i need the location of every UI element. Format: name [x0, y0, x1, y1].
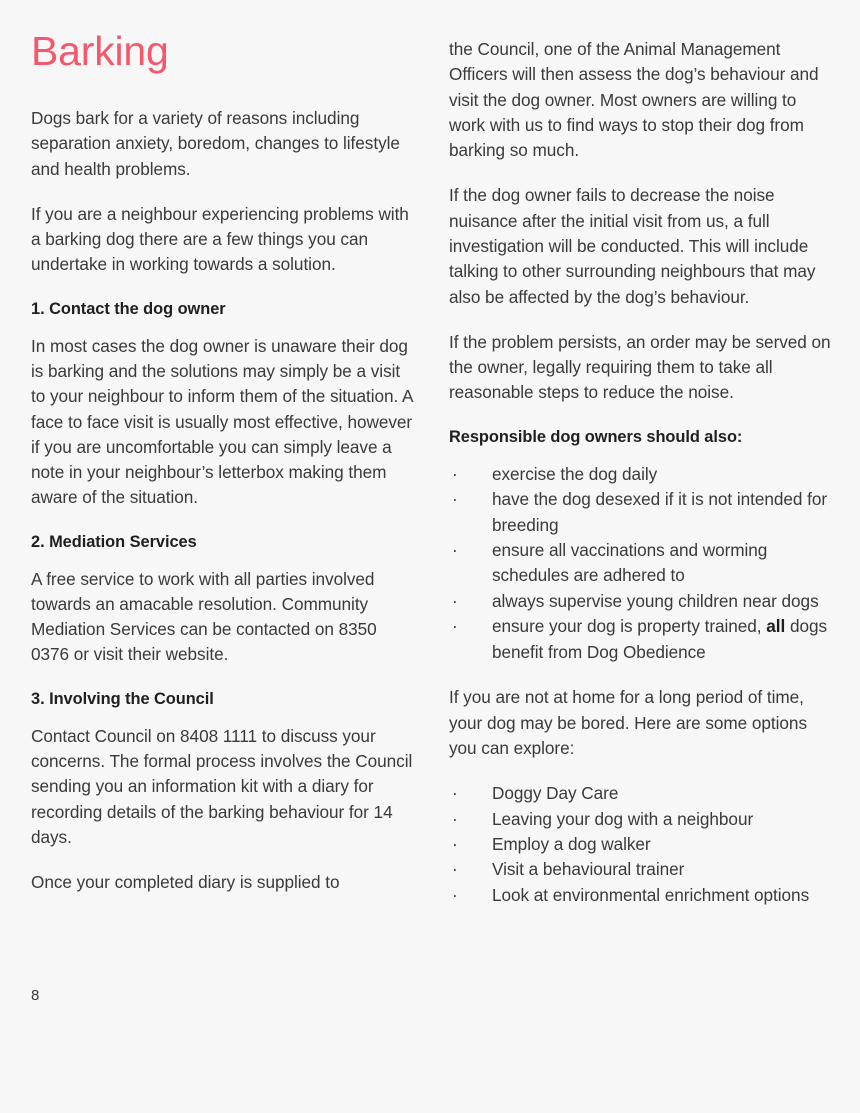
- bullet-icon: ·: [452, 616, 458, 637]
- section-heading-involving-council: 3. Involving the Council: [31, 689, 214, 708]
- list-item-label: have the dog desexed if it is not intended for breeding: [492, 489, 827, 535]
- list-item-label-part-1: ensure your dog is property trained,: [492, 616, 767, 637]
- responsible-owners-list: [449, 462, 833, 666]
- list-item-label: Employ a dog walker: [492, 834, 651, 854]
- list-item: [449, 883, 833, 908]
- list-item: [449, 487, 833, 538]
- bullet-icon: ·: [452, 463, 458, 484]
- list-item: [449, 589, 833, 614]
- bullet-icon: ·: [452, 590, 458, 611]
- list-item: [449, 614, 833, 665]
- list-item-label: Leaving your dog with a neighbour: [492, 808, 754, 829]
- list-item-label-part-2: dogs benefit from Dog Obedience: [492, 616, 828, 662]
- section-heading-responsible-owners: Responsible dog owners should also:: [449, 427, 743, 446]
- list-item: [449, 807, 833, 832]
- right-paragraph-bored-options: If you are not at home for a long period of time, your dog may be bored. Here are some options you can explore:: [449, 687, 807, 758]
- list-item-label: Doggy Day Care: [492, 783, 619, 804]
- list-item-label: Visit a behavioural trainer: [492, 859, 685, 880]
- section-paragraph-involving-council: Contact Council on 8408 1111 to discuss your concerns. The formal process involves the Council sending you an information kit with a diary for recording details of the barking behaviour for 14 days.: [31, 725, 413, 847]
- section-paragraph-diary-continuation: Once your completed diary is supplied to: [31, 872, 340, 893]
- list-item: [449, 538, 833, 589]
- section-heading-mediation-services: 2. Mediation Services: [31, 532, 197, 551]
- right-paragraph-order: If the problem persists, an order may be served on the owner, legally requiring them to take all reasonable steps to reduce the noise.: [449, 331, 831, 403]
- list-item-label: exercise the dog daily: [492, 463, 658, 484]
- page-title: Barking: [31, 28, 169, 74]
- list-item: [449, 462, 833, 487]
- bullet-icon: ·: [452, 808, 458, 829]
- list-item-label: Look at environmental enrichment options: [492, 884, 810, 905]
- right-column: [449, 30, 833, 928]
- bullet-icon: ·: [452, 884, 458, 905]
- two-column-layout: [31, 28, 831, 928]
- list-item: [449, 832, 833, 857]
- bullet-icon: ·: [452, 539, 458, 560]
- right-paragraph-council-assessment: the Council, one of the Animal Management Officers will then assess the dog’s behaviour and visit the dog owner. Most owners are willing to work with us to find ways to stop their dog from barking so much.: [449, 39, 819, 161]
- list-item-emphasis: all: [766, 616, 786, 637]
- left-column: [31, 30, 415, 895]
- section-paragraph-contact-dog-owner: In most cases the dog owner is unaware their dog is barking and the solutions may simply be a visit to your neighbour to inform them of the situation. A face to face visit is usually most effective, however if you are uncomfortable you can simply leave a note in your neighbour’s letterbox making them aware of the situation.: [31, 335, 413, 508]
- intro-paragraph-1: Dogs bark for a variety of reasons including separation anxiety, boredom, changes to lifestyle and health problems.: [31, 108, 400, 179]
- bullet-icon: ·: [452, 834, 458, 854]
- page-number: 8: [31, 987, 40, 1004]
- bullet-icon: ·: [452, 859, 458, 880]
- list-item: [449, 781, 833, 806]
- section-heading-contact-dog-owner: 1. Contact the dog owner: [31, 299, 226, 318]
- right-paragraph-investigation: If the dog owner fails to decrease the noise nuisance after the initial visit from us, a full investigation will be conducted. This will include talking to other surrounding neighbours that may also be affected by the dog’s behaviour.: [449, 185, 816, 307]
- bullet-icon: ·: [452, 783, 458, 804]
- intro-paragraph-2: If you are a neighbour experiencing problems with a barking dog there are a few things you can undertake in working towards a solution.: [31, 203, 409, 275]
- section-paragraph-mediation-services: A free service to work with all parties involved towards an amacable resolution. Community Mediation Services can be contacted on 8350 0376 or visit their website.: [31, 568, 377, 665]
- bullet-icon: ·: [452, 489, 458, 510]
- list-item-label: always supervise young children near dogs: [492, 590, 819, 611]
- enrichment-options-list: [449, 781, 833, 908]
- list-item-label: ensure all vaccinations and worming schedules are adhered to: [492, 539, 768, 586]
- list-item: [449, 857, 833, 882]
